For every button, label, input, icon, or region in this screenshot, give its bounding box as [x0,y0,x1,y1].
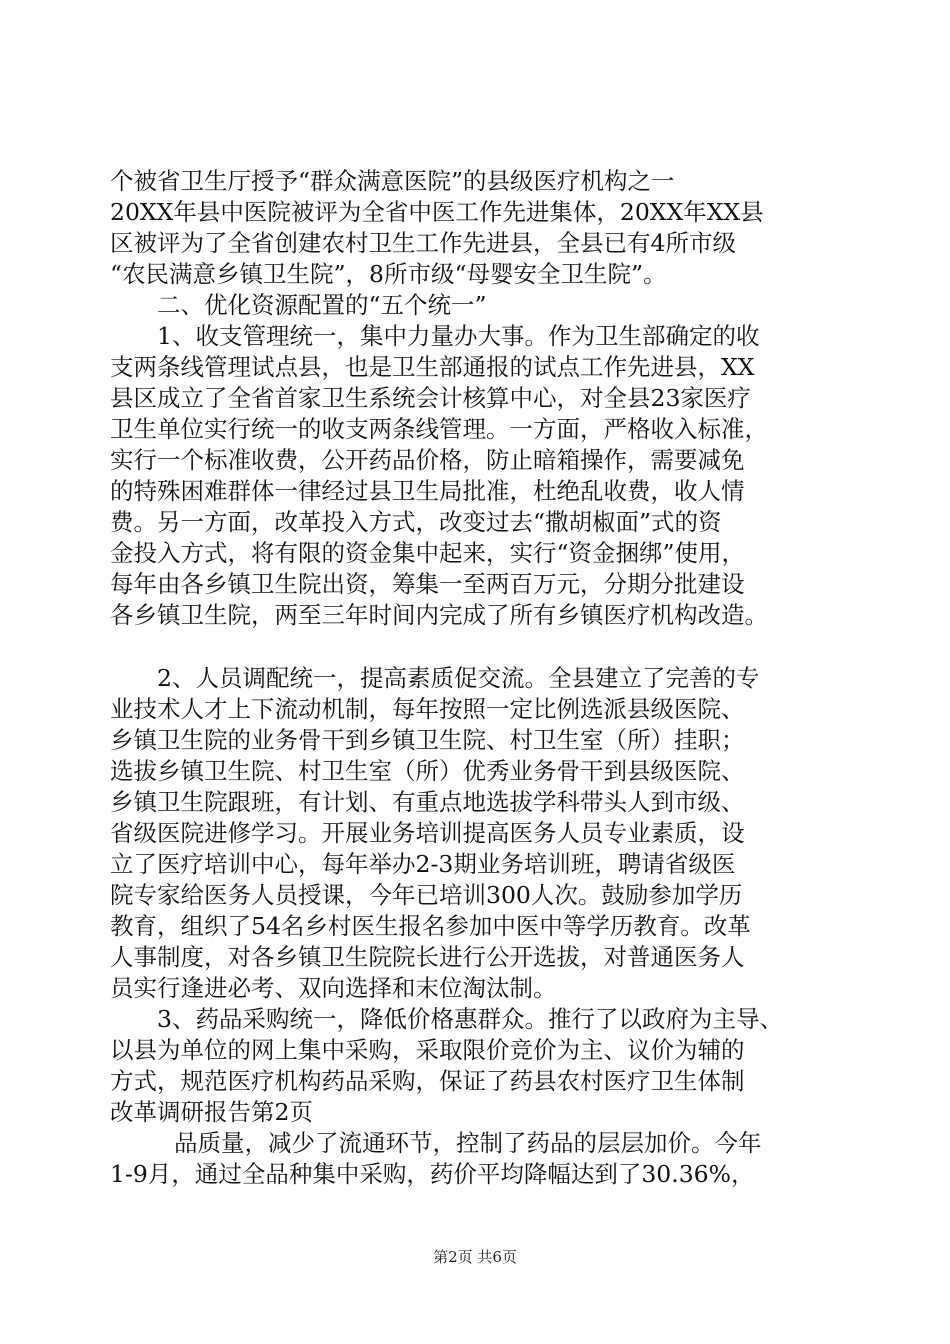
text-line: 方式，规范医疗机构药品采购，保证了药县农村医疗卫生体制 [110,1067,745,1095]
paragraph-start-line: 3、药品采购统一，降低价格惠群众。推行了以政府为主导、 [157,1005,783,1033]
text-line: 每年由各乡镇卫生院出资，筹集一至两百万元，分期分批建设 [110,570,745,598]
text-line: 改革调研报告第2页 [110,1098,313,1126]
paragraph-start-line: 品质量，减少了流通环节，控制了药品的层层加价。今年 [174,1129,762,1157]
section-heading: 二、优化资源配置的“五个统一” [157,291,487,319]
text-line: 支两条线管理试点县，也是卫生部通报的试点工作先进县，XX [110,353,755,381]
text-line: 的特殊困难群体一律经过县卫生局批准，杜绝乱收费，收人情 [110,477,745,505]
text-line: 1-9月，通过全品种集中采购，药价平均降幅达到了30.36%， [110,1160,755,1188]
text-line: 省级医院进修学习。开展业务培训提高医务人员专业素质，设 [110,819,745,847]
text-line: 实行一个标准收费，公开药品价格，防止暗箱操作，需要减免 [110,446,745,474]
text-line: 人事制度，对各乡镇卫生院院长进行公开选拔，对普通医务人 [110,943,745,971]
text-line: 区被评为了全省创建农村卫生工作先进县，全县已有4所市级 [110,229,736,257]
paragraph-start-line: 1、收支管理统一，集中力量办大事。作为卫生部确定的收 [157,322,760,350]
paragraph-gap [110,631,858,663]
text-line: 县区成立了全省首家卫生系统会计核算中心，对全县23家医疗 [110,384,751,412]
text-line: 乡镇卫生院的业务骨干到乡镇卫生院、村卫生室（所）挂职； [110,726,745,754]
text-line: 业技术人才上下流动机制，每年按照一定比例选派县级医院、 [110,695,745,723]
text-line: 院专家给医务人员授课，今年已培训300人次。鼓励参加学历 [110,881,743,909]
text-line: 以县为单位的网上集中采购，采取限价竞价为主、议价为辅的 [110,1036,745,1064]
text-line: 乡镇卫生院跟班，有计划、有重点地选拔学科带头人到市级、 [110,788,745,816]
text-line: 费。另一方面，改革投入方式，改变过去“撒胡椒面”式的资 [110,508,722,536]
text-line: 立了医疗培训中心，每年举办2-3期业务培训班，聘请省级医 [110,850,736,878]
text-line: 员实行逢进必考、双向选择和末位淘汰制。 [110,974,557,1002]
page-number-footer: 第2页 共6页 [433,1248,517,1266]
text-line: 教育，组织了54名乡村医生报名参加中医中等学历教育。改革 [110,912,751,940]
text-line: 个被省卫生厅授予“群众满意医院”的县级医疗机构之一 [110,167,675,195]
paragraph-start-line: 2、人员调配统一，提高素质促交流。全县建立了完善的专 [157,664,760,692]
text-line: 20XX年县中医院被评为全省中医工作先进集体，20XX年XX县 [110,198,764,226]
text-line: 各乡镇卫生院，两至三年时间内完成了所有乡镇医疗机构改造。 [110,601,768,629]
text-line: 卫生单位实行统一的收支两条线管理。一方面，严格收入标准， [110,415,768,443]
text-line: 金投入方式，将有限的资金集中起来，实行“资金捆绑”使用， [110,539,746,567]
text-line: “农民满意乡镇卫生院”，8所市级“母婴安全卫生院”。 [110,260,667,288]
text-line: 选拔乡镇卫生院、村卫生室（所）优秀业务骨干到县级医院、 [110,757,745,785]
document-body [110,166,858,1190]
